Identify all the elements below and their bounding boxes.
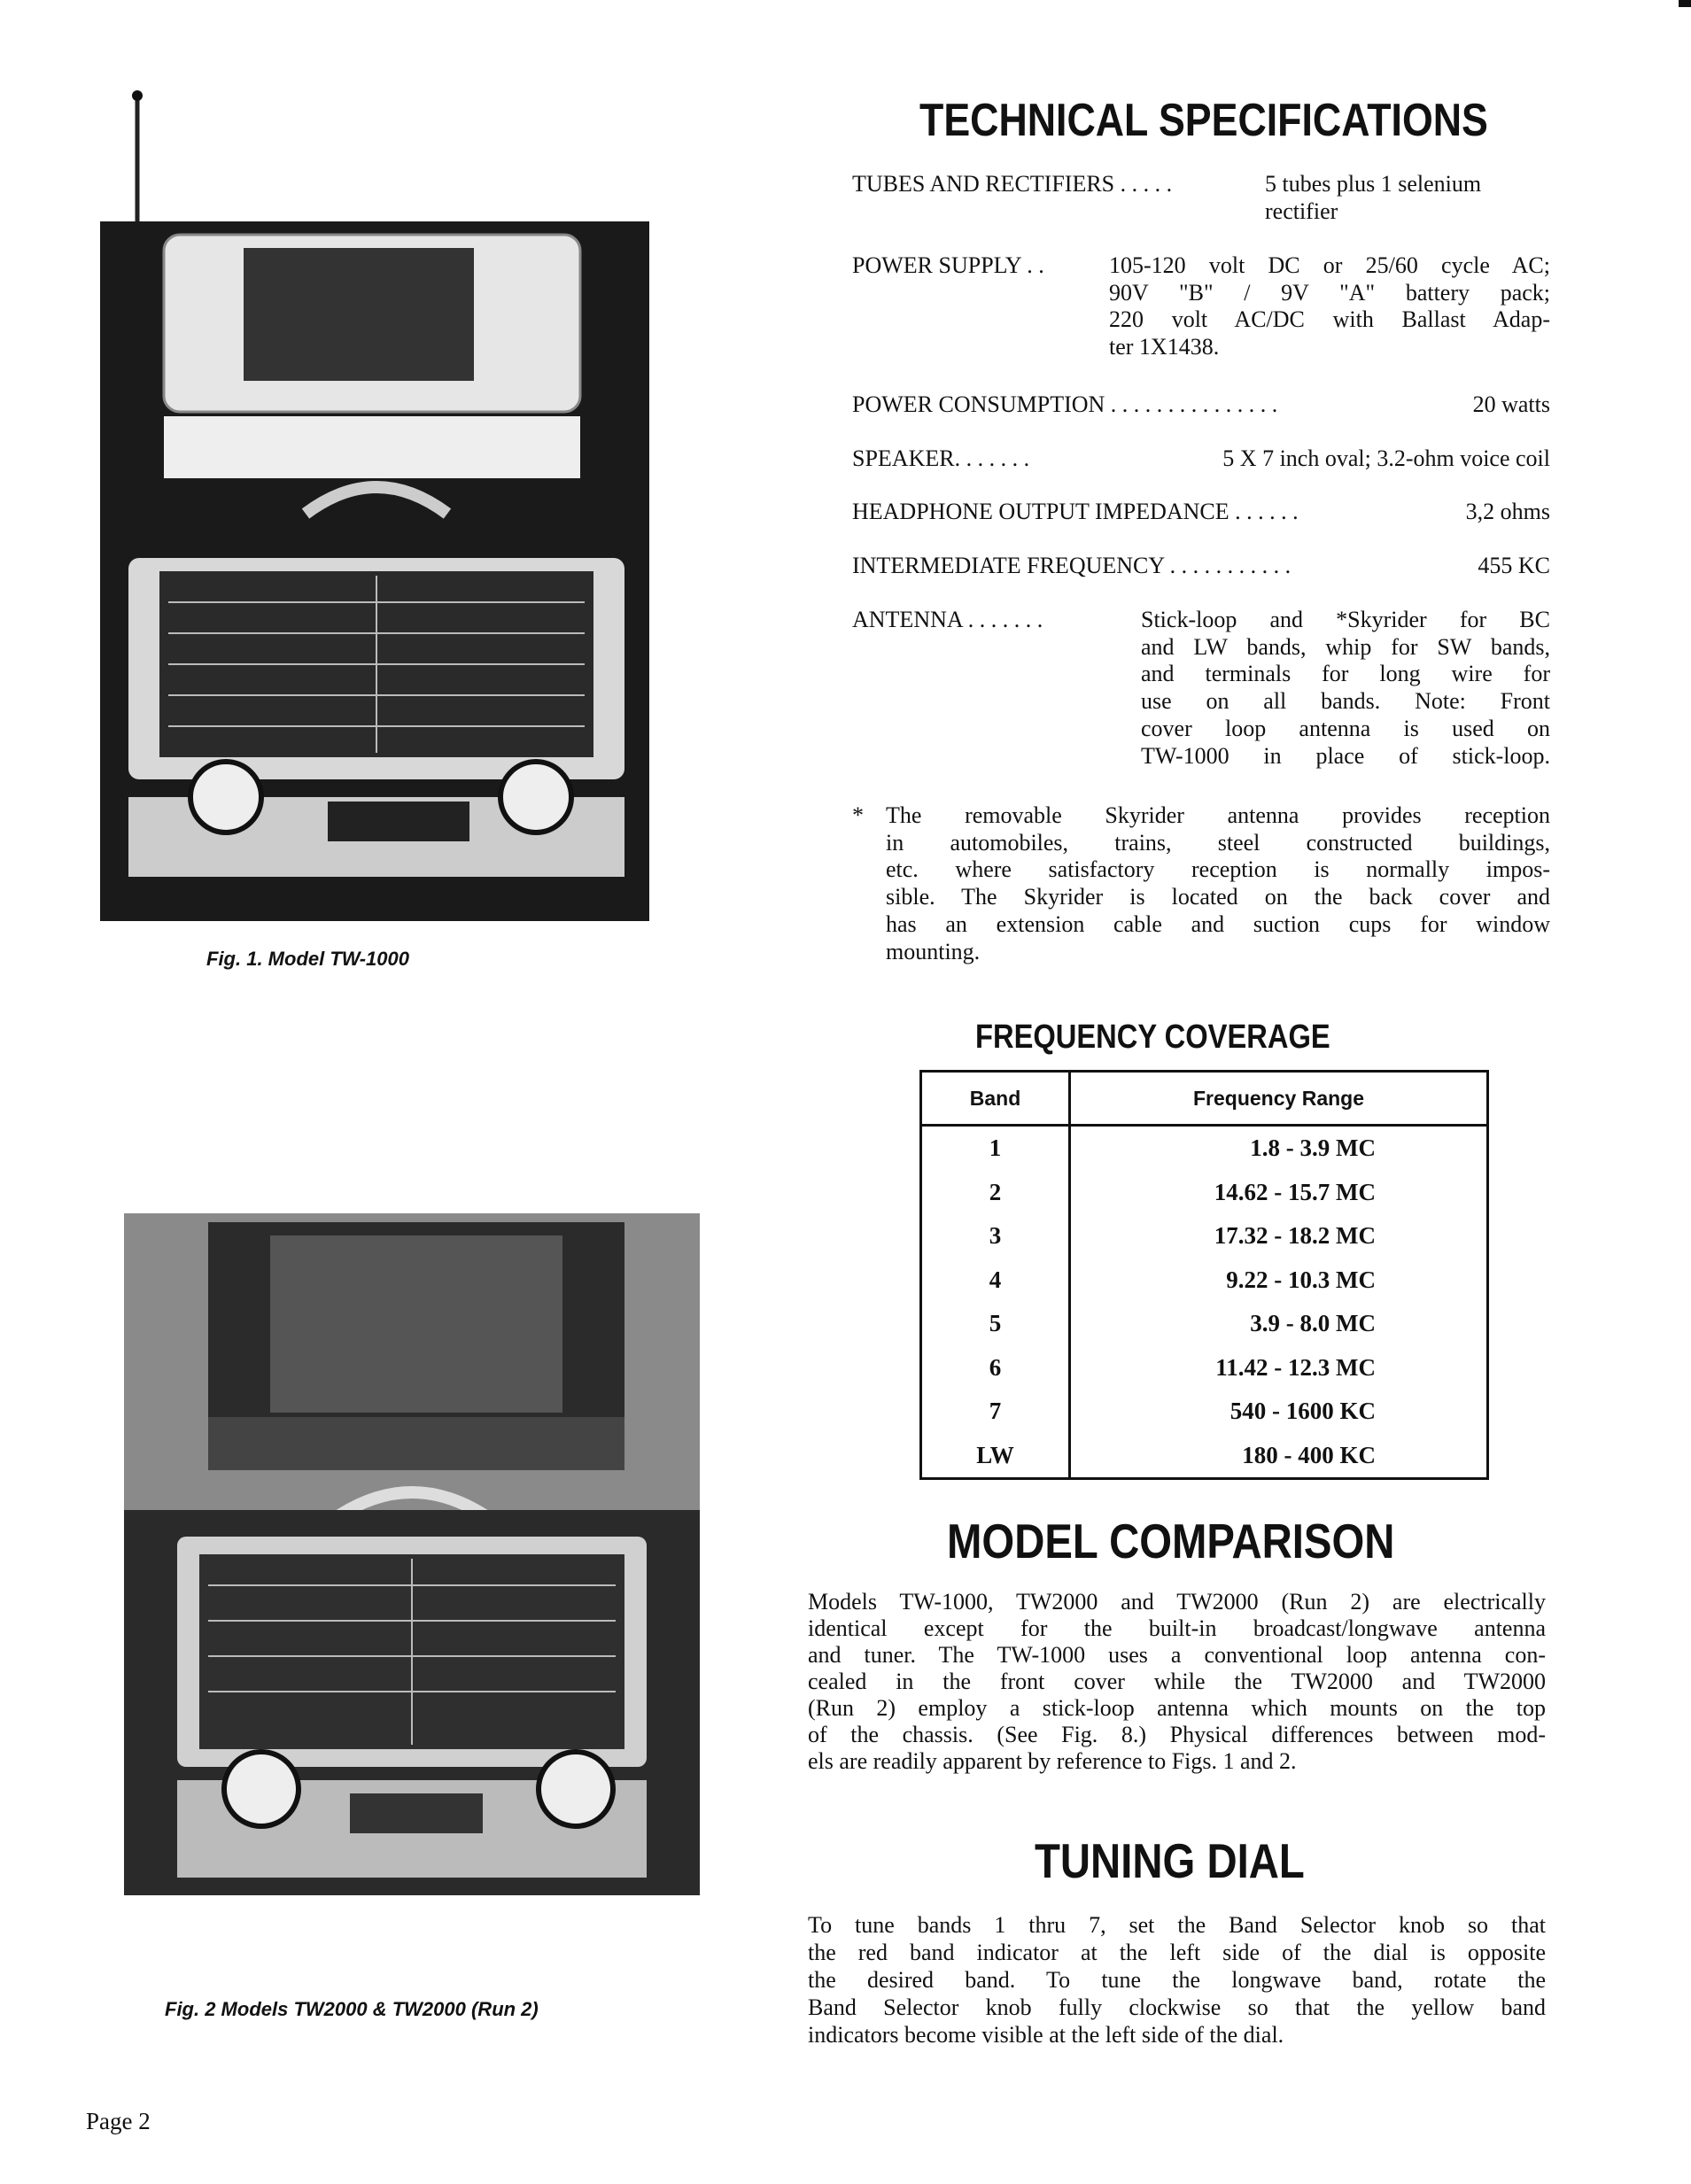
spec-value-line: 5 tubes plus 1 selenium	[1265, 171, 1482, 197]
spec-value-antenna	[1141, 607, 1550, 770]
paragraph-line: and tuner. The TW-1000 uses a conventional loop antenna con-	[808, 1642, 1546, 1668]
range-cell: 540 - 1600 KC	[1229, 1398, 1376, 1425]
footnote-text	[886, 802, 1550, 965]
spec-value-line: TW-1000 in place of stick-loop.	[1141, 742, 1550, 769]
frequency-table	[919, 1070, 1489, 1480]
range-cell: 3.9 - 8.0 MC	[1250, 1310, 1376, 1337]
band-cell: LW	[921, 1434, 1070, 1479]
table-row	[921, 1346, 1488, 1390]
range-cell: 11.42 - 12.3 MC	[1215, 1353, 1376, 1381]
figure-1-photo	[93, 89, 660, 930]
spec-value-line: 220 volt AC/DC with Ballast Adap-	[1109, 306, 1550, 333]
table-row	[921, 1302, 1488, 1346]
table-row	[921, 1390, 1488, 1434]
spec-value-line: and LW bands, whip for SW bands,	[1141, 633, 1550, 660]
frequency-coverage-title: FREQUENCY COVERAGE	[975, 1018, 1330, 1056]
band-cell: 4	[921, 1259, 1070, 1303]
paragraph-line: identical except for the built-in broadcast/longwave antenna	[808, 1615, 1546, 1641]
table-header-row	[921, 1072, 1488, 1126]
spec-label-power-consumption: POWER CONSUMPTION . . . . . . . . . . . . . . .	[852, 391, 1278, 417]
spec-label-if: INTERMEDIATE FREQUENCY . . . . . . . . . . .	[852, 553, 1292, 578]
spec-value-line: ter 1X1438.	[1109, 334, 1220, 360]
footnote-line: The removable Skyrider antenna provides reception	[886, 802, 1550, 828]
spec-label-speaker: SPEAKER. . . . . . .	[852, 445, 1030, 471]
range-cell: 180 - 400 KC	[1242, 1441, 1376, 1468]
table-row	[921, 1259, 1488, 1303]
figure-2-caption: Fig. 2 Models TW2000 & TW2000 (Run 2)	[165, 1998, 539, 2020]
model-comparison-text	[808, 1589, 1546, 1775]
band-cell: 2	[921, 1171, 1070, 1215]
tuning-dial-text	[808, 1911, 1546, 2048]
footnote-line: in automobiles, trains, steel constructed buildings,	[886, 829, 1550, 856]
spec-value-tubes	[1265, 171, 1481, 225]
range-cell: 1.8 - 3.9 MC	[1250, 1135, 1376, 1162]
band-cell: 6	[921, 1346, 1070, 1390]
footnote-line: sible. The Skyrider is located on the back cover and	[886, 884, 1550, 910]
spec-value-line: use on all bands. Note: Front	[1141, 688, 1550, 715]
tech-specs-title: TECHNICAL SPECIFICATIONS	[919, 95, 1488, 146]
footnote-line: has an extension cable and suction cups for window	[886, 910, 1550, 937]
figure-1-caption: Fig. 1. Model TW-1000	[206, 948, 409, 970]
spec-value-if: 455 KC	[1478, 553, 1550, 578]
paragraph-line: cealed in the front cover while the TW2000 and TW2000	[808, 1669, 1546, 1694]
model-comparison-title: MODEL COMPARISON	[947, 1514, 1395, 1568]
range-cell: 14.62 - 15.7 MC	[1214, 1178, 1376, 1205]
tuning-dial-title: TUNING DIAL	[1035, 1833, 1305, 1888]
table-row	[921, 1126, 1488, 1171]
spec-value-line: Stick-loop and *Skyrider for BC	[1141, 607, 1550, 632]
spec-label-power-supply: POWER SUPPLY . .	[852, 252, 1044, 278]
paragraph-line: els are readily apparent by reference to Figs. 1 and 2.	[808, 1748, 1297, 1774]
band-cell: 5	[921, 1302, 1070, 1346]
table-row	[921, 1171, 1488, 1215]
page-number: Page 2	[86, 2108, 151, 2134]
paragraph-line: (Run 2) employ a stick-loop antenna which mounts on the top	[808, 1695, 1546, 1721]
range-cell: 9.22 - 10.3 MC	[1226, 1266, 1376, 1293]
spec-value-power-supply	[1109, 252, 1550, 361]
spec-value-line: 105-120 volt DC or 25/60 cycle AC;	[1109, 252, 1550, 278]
spec-label-tubes: TUBES AND RECTIFIERS . . . . .	[852, 171, 1173, 197]
range-cell: 17.32 - 18.2 MC	[1214, 1222, 1376, 1250]
footnote-mark: *	[852, 802, 864, 828]
table-row	[921, 1214, 1488, 1259]
spec-value-speaker: 5 X 7 inch oval; 3.2-ohm voice coil	[1222, 445, 1550, 471]
spec-label-antenna: ANTENNA . . . . . . .	[852, 607, 1043, 632]
spec-value-line: and terminals for long wire for	[1141, 661, 1550, 687]
spec-value-line: rectifier	[1265, 197, 1338, 224]
band-cell: 1	[921, 1126, 1070, 1171]
header-band: Band	[921, 1072, 1070, 1126]
paragraph-line: the desired band. To tune the longwave band, rotate the	[808, 1967, 1546, 1993]
figure-2-photo	[111, 1204, 709, 1900]
spec-value-headphone: 3,2 ohms	[1465, 499, 1550, 524]
footnote-line: etc. where satisfactory reception is normally impos-	[886, 856, 1550, 883]
band-cell: 3	[921, 1214, 1070, 1259]
spec-value-line: 90V "B" / 9V "A" battery pack;	[1109, 279, 1550, 306]
spec-value-line: cover loop antenna is used on	[1141, 715, 1550, 741]
paragraph-line: Models TW-1000, TW2000 and TW2000 (Run 2) are electrically	[808, 1589, 1546, 1615]
band-cell: 7	[921, 1390, 1070, 1434]
paragraph-line: To tune bands 1 thru 7, set the Band Selector knob so that	[808, 1912, 1546, 1938]
paragraph-line: of the chassis. (See Fig. 8.) Physical differences between mod-	[808, 1722, 1546, 1747]
table-row	[921, 1434, 1488, 1479]
footnote-line: mounting.	[886, 938, 981, 964]
spec-label-headphone: HEADPHONE OUTPUT IMPEDANCE . . . . . .	[852, 499, 1299, 524]
header-frequency-range: Frequency Range	[1070, 1072, 1488, 1126]
corner-mark	[1679, 0, 1691, 7]
paragraph-line: Band Selector knob fully clockwise so that the yellow band	[808, 1994, 1546, 2020]
paragraph-line: indicators become visible at the left side of the dial.	[808, 2022, 1284, 2048]
paragraph-line: the red band indicator at the left side of the dial is opposite	[808, 1940, 1546, 1965]
spec-value-power-consumption: 20 watts	[1472, 391, 1550, 417]
